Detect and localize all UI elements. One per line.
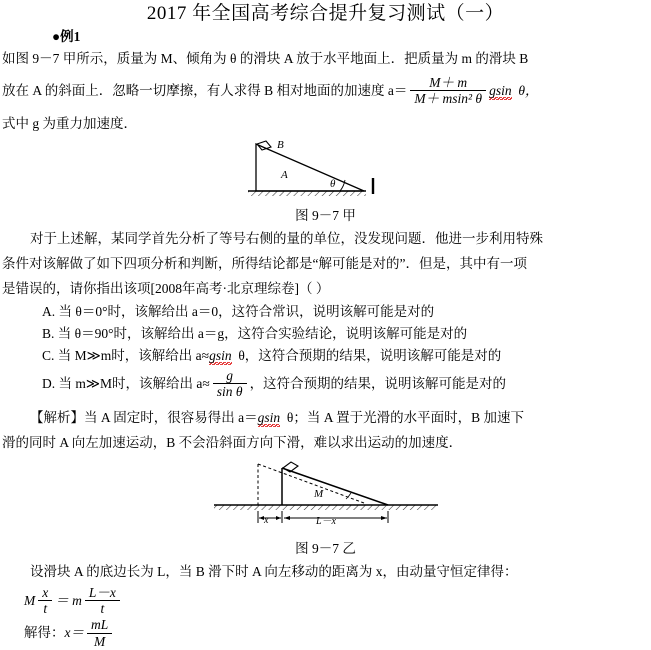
momentum-eq-mid: ＝ m [55, 593, 82, 608]
option-d-numerator: g [226, 367, 234, 383]
dim-arrow-lx-right [381, 516, 387, 520]
formula-numerator: M＋ m [429, 74, 468, 90]
problem-paragraph-line3: 式中 g 为重力加速度． [2, 116, 137, 131]
momentum-eq-rhs-fraction [85, 585, 120, 617]
analysis-intro-line2: 条件对该解做了如下四项分析和判断，所得结论都是“解可能是对的”．但是，其中有一项 [2, 256, 527, 271]
shifted-triangle-hypotenuse [282, 468, 388, 505]
option-c [42, 345, 651, 367]
option-d-text-post: ，这符合预期的结果，说明该解可能是对的 [249, 376, 507, 391]
result-fraction [87, 617, 112, 649]
solution-text-a: 当 A 固定时，很容易得出 a＝ [84, 410, 258, 425]
figure-jia-label-b: B [276, 139, 284, 151]
figure-jia [0, 136, 651, 204]
problem-text-before-formula: 放在 A 的斜面上．忽略一切摩擦，有人求得 B 相对地面的加速度 a＝ [2, 83, 408, 98]
option-d-key: D. [42, 376, 56, 391]
solution-gsin-term: gsin [257, 410, 281, 425]
problem-paragraph-line2 [0, 71, 651, 111]
figure-jia-label-a: A [280, 169, 288, 181]
option-c-gsin-term: gsin [209, 348, 232, 363]
momentum-equation [22, 584, 651, 618]
option-b-key: B. [42, 326, 55, 341]
figure-jia-caption: 图 9－7 甲 [295, 208, 356, 223]
momentum-eq-lhs: M [24, 593, 36, 608]
formula-gsin-term: gsin [489, 83, 512, 98]
option-b-text: 当 θ＝90°时，该解给出 a＝g，这符合实验结论，说明该解可能是对的 [57, 326, 468, 341]
figure-yi [0, 455, 651, 529]
problem-paragraph-line1: 如图 9－7 甲所示，质量为 M、倾角为 θ 的滑块 A 放于水平地面上．把质量为 m 的滑块 B [2, 51, 529, 66]
option-a-text: 当 θ＝0°时，该解给出 a＝0，这符合常识，说明该解可能是对的 [58, 304, 435, 319]
result-label: 解得： [24, 625, 65, 641]
dim-arrow-lx-left [284, 516, 290, 520]
figure-yi-label-lx: L－x [315, 516, 336, 527]
momentum-eq-lhs-den: t [38, 600, 52, 617]
option-a [42, 301, 651, 323]
page-title: 2017 年全国高考综合提升复习测试（一） [146, 3, 505, 24]
figure-jia-label-theta: θ [329, 178, 335, 190]
result-equation [22, 618, 651, 650]
analysis-intro-line1: 对于上述解，某同学首先分析了等号右侧的量的单位，没发现问题．他进一步利用特殊 [30, 231, 543, 246]
result-denominator: M [87, 633, 112, 650]
figure-yi-drawing [196, 455, 456, 529]
example-marker: ●例1 [52, 29, 81, 44]
figure-yi-label-x: x [263, 515, 268, 526]
figure-jia-drawing [226, 136, 426, 204]
acceleration-formula-fraction [410, 75, 486, 107]
figure-yi-label-m: M [313, 488, 323, 500]
momentum-eq-rhs-num: L－x [88, 584, 116, 600]
option-d-denominator: sin θ [213, 383, 247, 400]
analysis-intro-line3: 是错误的，请你指出该项[2008年高考·北京理综卷]（ ） [2, 281, 330, 296]
option-a-key: A. [42, 304, 56, 319]
dim-arrow-x-right [276, 516, 281, 520]
solution-tag: 【解析】 [30, 410, 84, 425]
result-lhs: x＝ [64, 625, 84, 641]
bottom-setup-text: 设滑块 A 的底边长为 L，当 B 滑下时 A 向左移动的距离为 x，由动量守恒定律得： [30, 564, 518, 579]
option-d [42, 367, 651, 401]
solution-line1 [0, 405, 651, 430]
solution-text-b: θ；当 A 置于光滑的水平面时，B 加速下 [286, 410, 524, 425]
option-d-fraction [213, 368, 247, 400]
formula-theta-term: θ， [518, 83, 539, 98]
option-b [42, 323, 651, 345]
incline-triangle [256, 144, 364, 191]
figure-yi-caption: 图 9－7 乙 [295, 541, 356, 556]
result-numerator: mL [91, 617, 109, 632]
momentum-eq-rhs-den: t [85, 600, 120, 617]
solution-line2: 滑的同时 A 向左加速运动，B 不会沿斜面方向下滑，难以求出运动的加速度． [2, 435, 463, 450]
formula-denominator: M＋ msin² θ [410, 90, 486, 107]
option-d-text: 当 m≫M时，该解给出 a≈ [58, 376, 210, 391]
option-c-text-post: θ，这符合预期的结果，说明该解可能是对的 [238, 348, 502, 363]
option-c-text: 当 M≫m时，该解给出 a≈ [57, 348, 210, 363]
momentum-eq-lhs-num: x [42, 584, 49, 600]
angle-arc-dashed [346, 493, 351, 499]
option-c-key: C. [42, 348, 55, 363]
document-page [0, 2, 651, 649]
momentum-eq-lhs-fraction [38, 585, 52, 617]
